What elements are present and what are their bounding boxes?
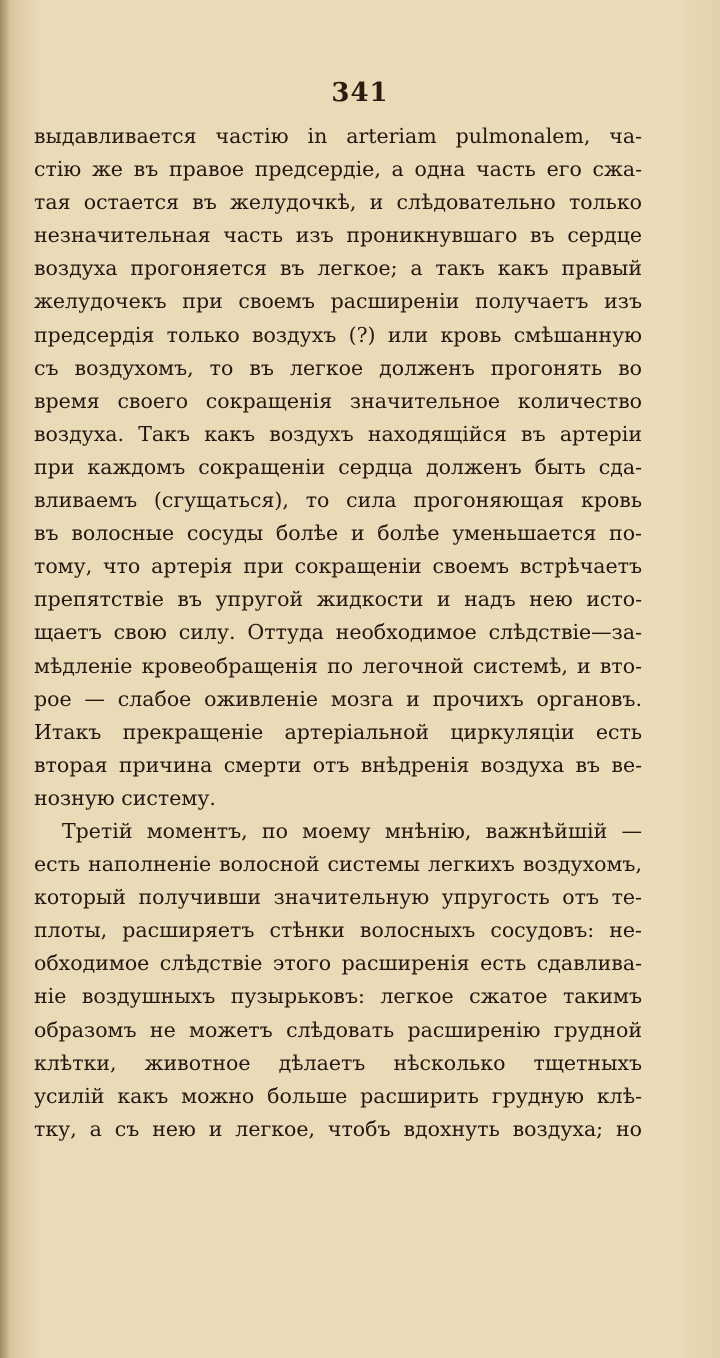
text-line: незначительная часть изъ проникнувшаго въ сердце	[34, 223, 642, 248]
text-line: выдавливается частію in arteriam pulmonalem, ча-	[34, 124, 642, 148]
text-line: плоты, расширяетъ стѣнки волосныхъ сосудовъ: не-	[34, 918, 642, 943]
text-line: ніе воздушныхъ пузырьковъ: легкое сжатое такимъ	[34, 984, 642, 1009]
text-line: образомъ не можетъ слѣдовать расширенію грудной	[34, 1017, 642, 1042]
text-line: вливаемъ (сгущаться), то сила прогоняющая кровь	[34, 488, 642, 513]
text-line: желудочекъ при своемъ расширеніи получаетъ изъ	[34, 289, 642, 314]
text-line: обходимое слѣдствіе этого расширенія есть сдавлива-	[34, 951, 642, 976]
text-line: Третій моментъ, по моему мнѣнію, важнѣйшій —	[62, 818, 642, 843]
spine-shadow	[0, 0, 10, 1358]
text-line: мѣдленіе кровеобращенія по легочной системѣ, и вто-	[34, 653, 642, 678]
text-line: препятствіе въ упругой жидкости и надъ нею исто-	[34, 587, 642, 612]
text-line: при каждомъ сокращеніи сердца долженъ быть сда-	[34, 454, 642, 479]
text-line: вторая причина смерти отъ внѣдренія воздуха въ ве-	[34, 752, 642, 777]
text-line: воздуха прогоняется въ легкое; а такъ какъ правый	[34, 256, 642, 281]
text-line: щаетъ свою силу. Оттуда необходимое слѣдствіе—за-	[34, 620, 642, 645]
text-line: стію же въ правое предсердіе, а одна часть его сжа-	[34, 157, 642, 182]
text-line: рое — слабое оживленіе мозга и прочихъ органовъ.	[34, 686, 642, 711]
text-line: тому, что артерія при сокращеніи своемъ встрѣчаетъ	[34, 554, 642, 579]
text-line: который получивши значительную упругость отъ те-	[34, 885, 642, 910]
text-line: усилій какъ можно больше расширить грудную клѣ-	[34, 1083, 642, 1108]
text-block	[34, 120, 642, 1146]
text-line: время своего сокращенія значительное количество	[34, 388, 642, 413]
text-line: съ воздухомъ, то въ легкое долженъ прогонять во	[34, 355, 642, 380]
text-line: тку, а съ нею и легкое, чтобъ вдохнуть воздуха; но	[34, 1116, 642, 1141]
text-line: тая остается въ желудочкѣ, и слѣдовательно только	[34, 190, 642, 215]
page-number: 341	[331, 78, 389, 108]
text-line: клѣтки, животное дѣлаетъ нѣсколько тщетныхъ	[34, 1050, 642, 1075]
text-line: нозную систему.	[34, 785, 216, 810]
text-line: Итакъ прекращеніе артеріальной циркуляціи есть	[34, 719, 642, 744]
text-line: воздуха. Такъ какъ воздухъ находящійся въ артеріи	[34, 421, 642, 446]
text-line: предсердія только воздухъ (?) или кровь смѣшанную	[34, 322, 642, 347]
text-line: въ волосные сосуды болѣе и болѣе уменьшается по-	[34, 521, 642, 546]
text-line: есть наполненіе волосной системы легкихъ воздухомъ,	[34, 852, 642, 877]
